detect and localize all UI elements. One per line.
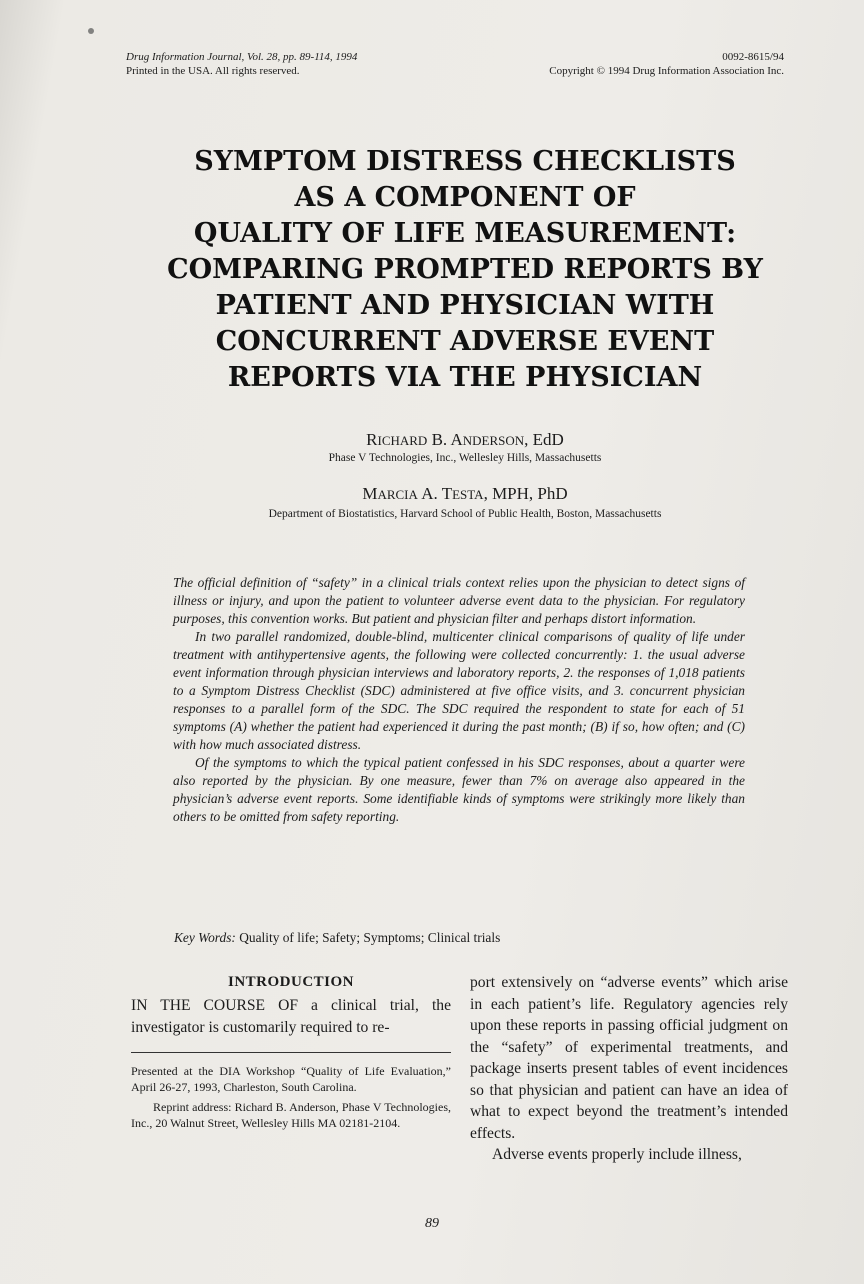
body-paragraph: IN THE COURSE OF a clinical trial, the investigator is customarily required to re-	[131, 997, 451, 1036]
footnote-presented: Presented at the DIA Workshop “Quality of Life Evaluation,” April 26-27, 1993, Charleston, South Carolina.	[131, 1064, 451, 1094]
title-line: COMPARING PROMPTED REPORTS BY	[167, 254, 763, 285]
abstract-paragraph: Of the symptoms to which the typical patient confessed in his SDC responses, about a quarter were also reported by the physician. By one measure, fewer than 7% on average also appeared in the physician’s adverse event reports. Some identifiable kinds of symptoms were strikingly more likely than others to be omitted from safety reporting.	[173, 755, 745, 824]
author-affiliation: Department of Biostatistics, Harvard School of Public Health, Boston, Massachusetts	[268, 508, 662, 520]
author-first-initial: R	[366, 430, 378, 449]
abstract	[173, 574, 745, 826]
title-line: PATIENT AND PHYSICIAN WITH	[215, 290, 715, 321]
title-line: QUALITY OF LIFE MEASUREMENT:	[193, 218, 737, 249]
author-block-2	[110, 484, 820, 520]
author-last-rest: ESTA	[452, 487, 484, 502]
author-last-rest: NDERSON	[462, 433, 525, 448]
author-name	[110, 484, 820, 504]
left-column	[131, 974, 451, 1131]
copyright-notice: Copyright © 1994 Drug Information Association Inc.	[549, 65, 784, 77]
page-mark	[88, 28, 94, 34]
article-title	[110, 144, 820, 396]
running-header-left	[126, 50, 357, 78]
title-line: AS A COMPONENT OF	[294, 182, 636, 213]
page-number: 89	[425, 1216, 439, 1231]
abstract-paragraph: The official definition of “safety” in a clinical trials context relies upon the physician to detect signs of illness or injury, and upon the patient to volunteer adverse event data to the physician. For regulatory purposes, this convention works. But patient and physician filter and perhaps distort information.	[173, 575, 745, 626]
body-paragraph: Adverse events properly include illness,	[492, 1146, 742, 1163]
title-line: REPORTS VIA THE PHYSICIAN	[227, 362, 703, 393]
author-last-initial: A	[450, 430, 463, 449]
author-middle-initial: B.	[431, 430, 448, 449]
author-name	[110, 430, 820, 450]
right-column	[470, 972, 788, 1166]
author-last-initial: T	[441, 484, 453, 503]
footnote-divider	[131, 1052, 451, 1053]
author-degree: , EdD	[524, 430, 564, 449]
footnote-reprint: Reprint address: Richard B. Anderson, Phase V Technologies, Inc., 20 Walnut Street, Wellesley Hills MA 02181-2104.	[131, 1100, 451, 1130]
author-block-1	[110, 430, 820, 464]
title-line: SYMPTOM DISTRESS CHECKLISTS	[194, 146, 736, 177]
author-middle-initial: A.	[421, 484, 438, 503]
section-heading: INTRODUCTION	[227, 974, 354, 990]
author-affiliation: Phase V Technologies, Inc., Wellesley Hills, Massachusetts	[328, 452, 602, 464]
author-first-rest: ICHARD	[377, 433, 428, 448]
title-line: CONCURRENT ADVERSE EVENT	[215, 326, 715, 357]
journal-citation: Drug Information Journal, Vol. 28, pp. 89-114, 1994	[126, 51, 358, 63]
author-first-initial: M	[362, 484, 378, 503]
issn: 0092-8615/94	[722, 51, 784, 63]
keywords	[174, 930, 500, 946]
body-paragraph: port extensively on “adverse events” which arise in each patient’s life. Regulatory agencies rely upon these reports in passing official judgment on the “safety” of experimental treatments, and package inserts present tables of event incidences so that physician and patient can have an idea of what to expect beyond the treatment’s intended effects.	[470, 974, 788, 1142]
author-first-rest: ARCIA	[377, 487, 418, 502]
author-degree: , MPH, PhD	[483, 484, 568, 503]
keywords-label: Key Words:	[174, 930, 236, 945]
abstract-paragraph: In two parallel randomized, double-blind, multicenter clinical comparisons of quality of life under treatment with antihypertensive agents, the following were collected concurrently: 1. the usual adverse event information through physician interviews and laboratory reports, 2. the responses of 1,018 patients to a Symptom Distress Checklist (SDC) administered at five office visits, and 3. concurrent physician responses to a parallel form of the SDC. The SDC required the respondent to state for each of 51 symptoms (A) whether the patient had experienced it during the past month; (B) if so, how often; and (C) with how much associated distress.	[173, 629, 745, 752]
running-header-right	[549, 50, 784, 78]
printed-notice: Printed in the USA. All rights reserved.	[126, 65, 300, 77]
keywords-text: Quality of life; Safety; Symptoms; Clinical trials	[235, 930, 501, 945]
